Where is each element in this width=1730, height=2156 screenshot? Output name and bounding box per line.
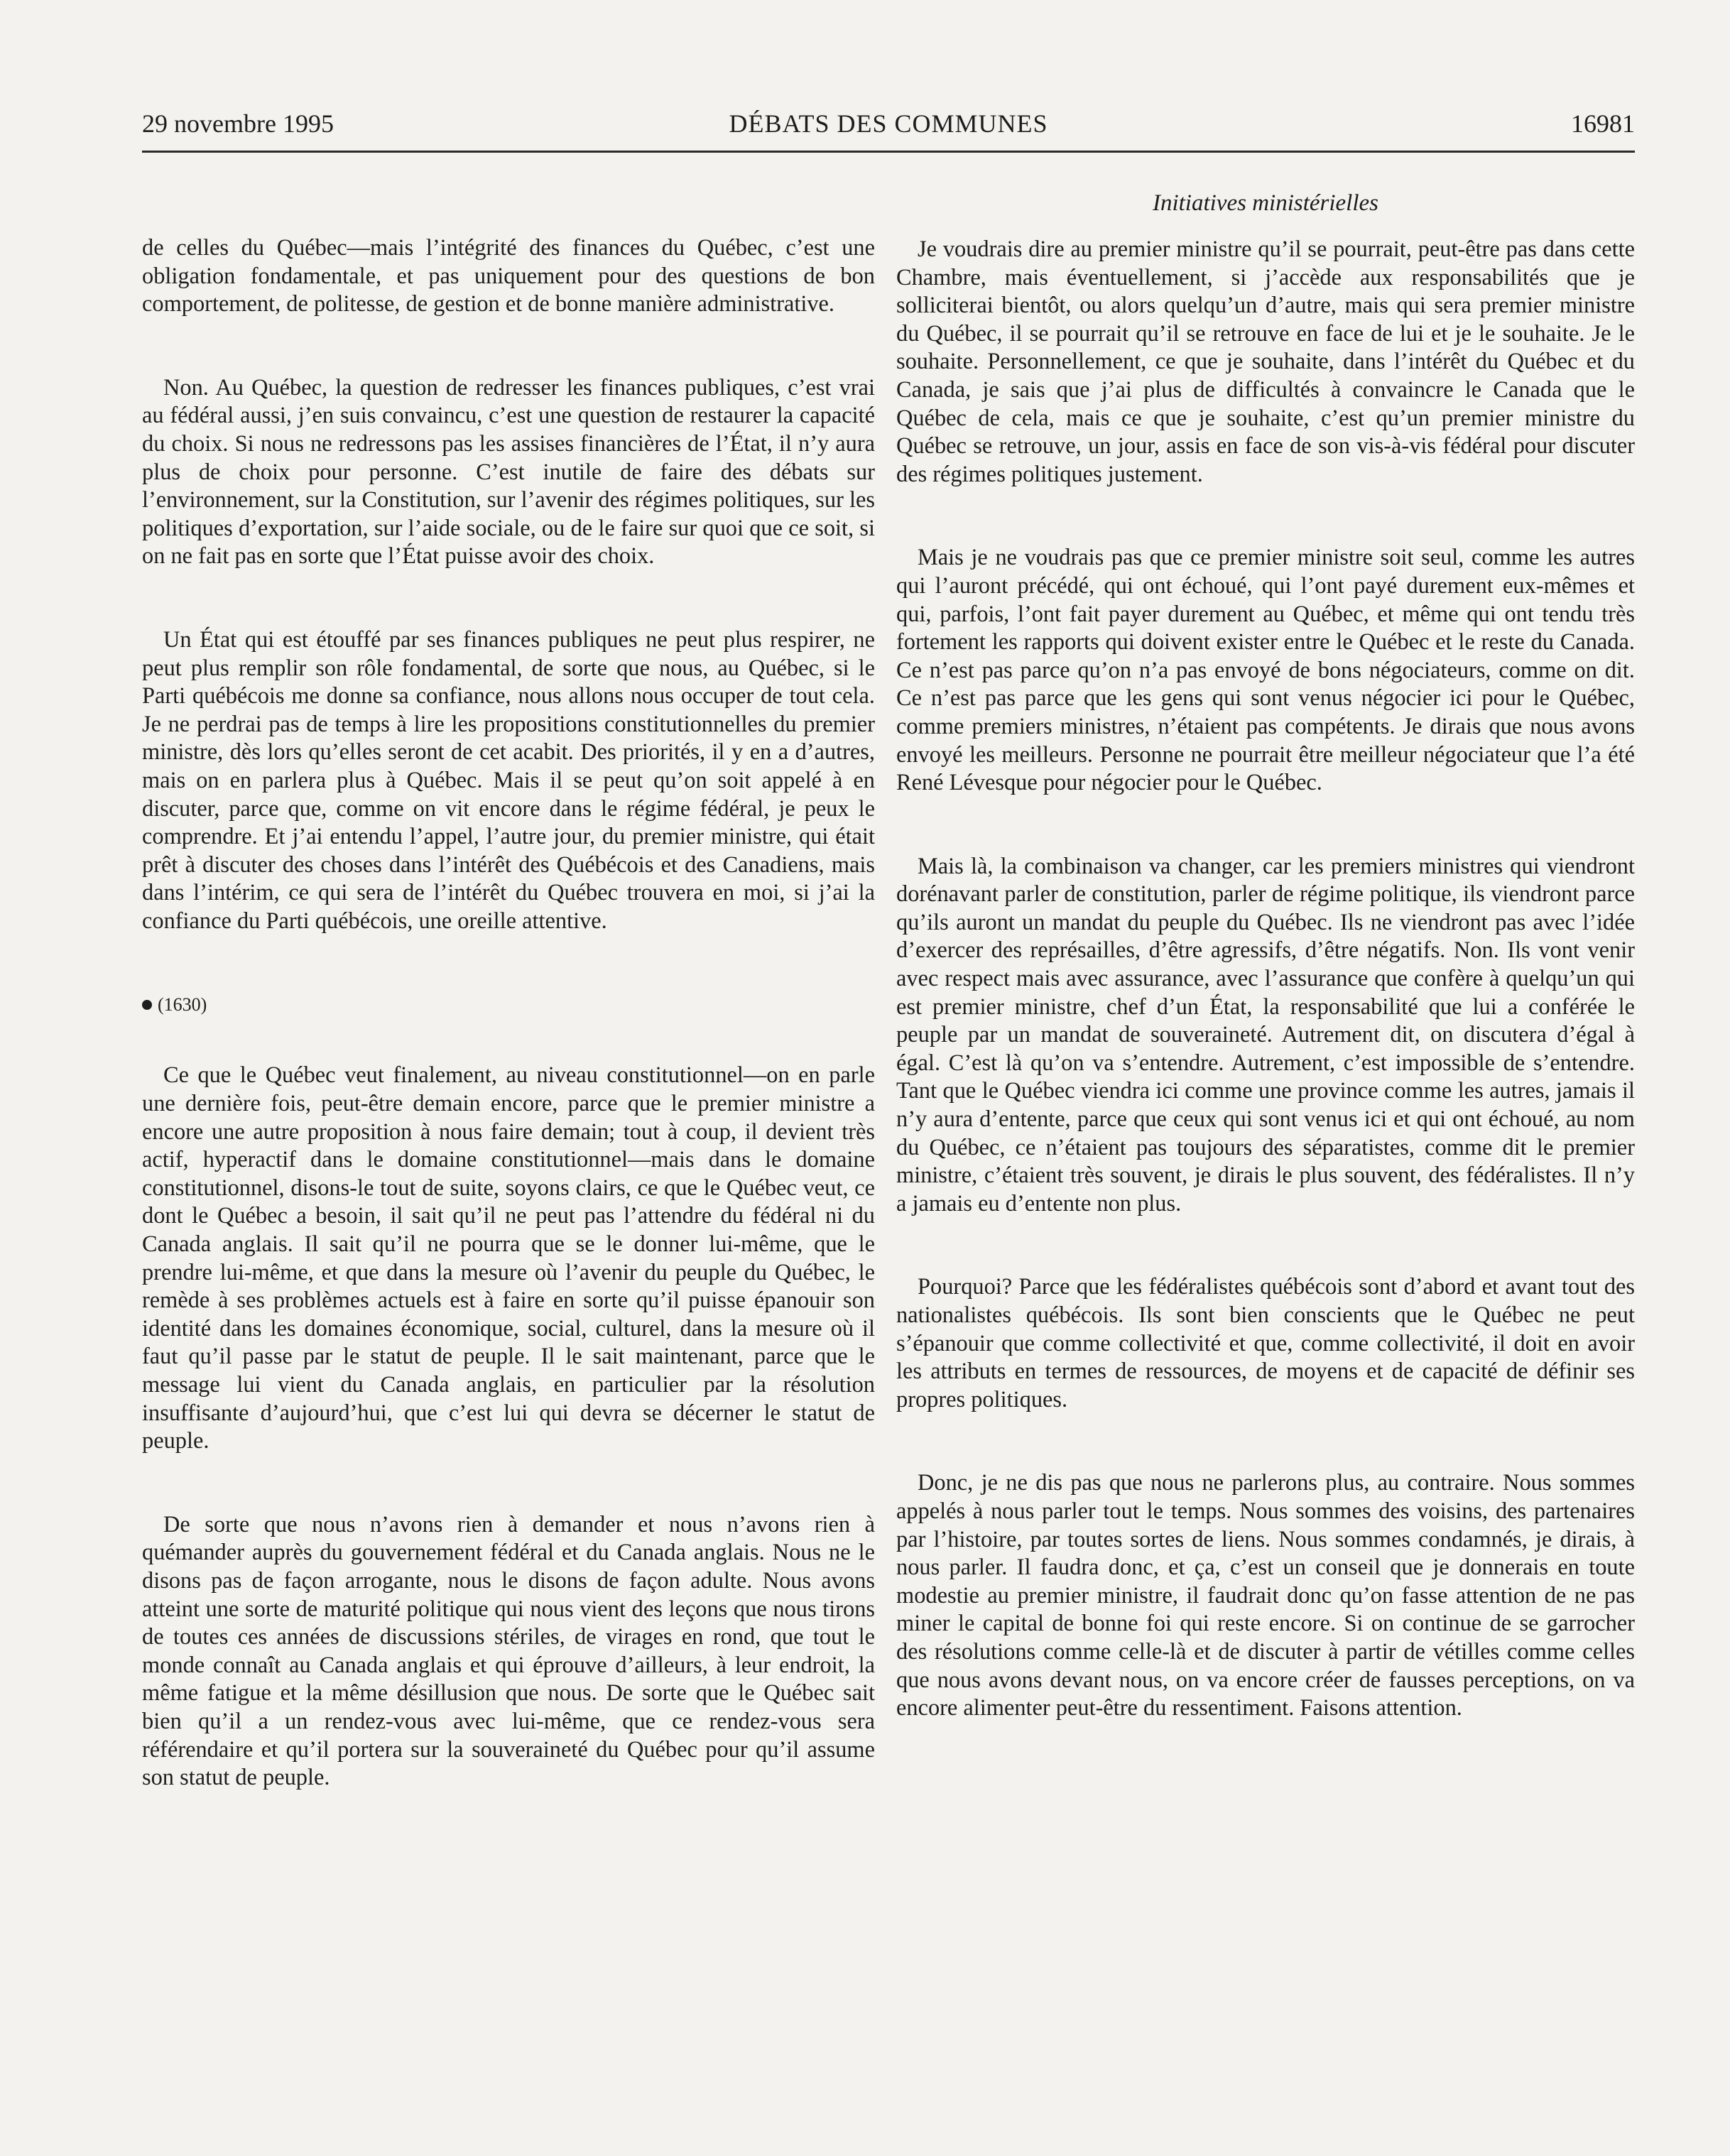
paragraph: Non. Au Québec, la question de redresser les finances publiques, c’est vrai au fédéral aussi, j’en suis convaincu, c’est une question de restaurer la capacité du choix. Si nous ne redressons pas les assises financières de l’État, il n’y aura plus de choix pour personne. C’est inutile de faire des débats sur l’environnement, sur la Constitution, sur l’avenir des régimes politiques, sur les politiques d’exportation, sur l’aide sociale, ou de le faire sur quoi que ce soit, si on ne fait pas en sorte que l’État puisse avoir des choix.	[142, 374, 875, 570]
paragraph: Je voudrais dire au premier ministre qu’il se pourrait, peut-être pas dans cette Chambre, mais éventuellement, si j’accède aux responsabilités que je solliciterai bientôt, ou alors quelqu’un d’autre, mais qui sera premier ministre du Québec, il se pourrait qu’il se retrouve en face de lui et je le souhaite. Je le souhaite. Personnellement, ce que je souhaite, dans l’intérêt du Québec et du Canada, je sais que j’ai plus de difficultés à convaincre le Canada que le Québec de cela, mais ce que je souhaite, c’est qu’un premier ministre du Québec se retrouve, un jour, assis en face de son vis-à-vis fédéral pour discuter des régimes politiques justement.	[896, 236, 1635, 487]
page-header	[142, 107, 1635, 153]
paragraph: Pourquoi? Parce que les fédéralistes québécois sont d’abord et avant tout des nationalistes québécois. Ils sont bien conscients que le Québec ne peut s’épanouir que comme collectivité et que, comme collectivité, il doit en avoir les attributs en termes de ressources, de moyens et de capacité de définir ses propres politiques.	[896, 1274, 1635, 1412]
paragraph: Mais là, la combinaison va changer, car les premiers ministres qui viendront dorénavant parler de constitution, parler de régime politique, ils viendront parce qu’ils auront un mandat du peuple du Québec. Ils ne viendront pas avec l’idée d’exercer des représailles, d’être agressifs, d’être négatifs. Non. Ils vont venir avec respect mais avec assurance, avec l’assurance que confère à quelqu’un qui est premier ministre, chef d’un État, la responsabilité que lui a conférée le peuple par un mandat de souveraineté. Autrement dit, on discutera d’égal à égal. C’est là qu’on va s’entendre. Autrement, c’est impossible de s’entendre. Tant que le Québec viendra ici comme une province comme les autres, jamais il n’y aura d’entente, parce que ceux qui sont venus ici et qui ont échoué, au nom du Québec, ce n’étaient pas toujours des séparatistes, comme dit le premier ministre, c’étaient très souvent, je dirais le plus souvent, des fédéralistes. Il n’y a jamais eu d’entente non plus.	[896, 853, 1635, 1216]
header-date: 29 novembre 1995	[142, 109, 334, 138]
paragraph: Ce que le Québec veut finalement, au niveau constitutionnel—on en parle une dernière fois, peut-être demain encore, parce que le premier ministre a encore une autre proposition à nous faire demain; tout à coup, il devient très actif, hyperactif dans le domaine constitutionnel—mais dans le domaine constitutionnel, disons-le tout de suite, soyons clairs, ce que le Québec veut, ce dont le Québec a besoin, il sait qu’il ne peut pas l’attendre du fédéral ni du Canada anglais. Il sait qu’il ne pourra que se le donner lui-même, que le prendre lui-même, et que dans la mesure où l’avenir du peuple du Québec, le remède à ses problèmes actuels est à faire en sorte qu’il puisse épanouir son identité dans les domaines économique, social, culturel, dans la mesure où il faut qu’il passe par le statut de peuple. Il le sait maintenant, parce que le message lui vient du Canada anglais, en particulier par la résolution insuffisante d’aujourd’hui, que c’est lui qui devra se décerner le statut de peuple.	[142, 1062, 875, 1454]
bullet-icon	[142, 1000, 152, 1010]
header-title: DÉBATS DES COMMUNES	[729, 109, 1048, 138]
time-marker	[142, 991, 875, 1019]
time-marker-text: (1630)	[158, 994, 207, 1016]
paragraph: De sorte que nous n’avons rien à demander et nous n’avons rien à quémander auprès du gouvernement fédéral et du Canada anglais. Nous ne le disons pas de façon arrogante, nous le disons de façon adulte. Nous avons atteint une sorte de maturité politique qui nous vient des leçons que nous tirons de toutes ces années de discussions stériles, de virages en rond, que tout le monde connaît au Canada anglais et qui éprouve d’ailleurs, à leur endroit, la même fatigue et la même désillusion que nous. De sorte que le Québec sait bien qu’il a un rendez-vous avec lui-même, que ce rendez-vous sera référendaire et qu’il portera sur la souveraineté du Québec pour qu’il assume son statut de peuple.	[142, 1511, 875, 1791]
header-page-number: 16981	[1571, 109, 1635, 138]
left-column	[142, 234, 875, 1848]
right-column	[896, 186, 1635, 1778]
paragraph: Mais je ne voudrais pas que ce premier ministre soit seul, comme les autres qui l’auront précédé, qui ont échoué, qui l’ont payé durement eux-mêmes et qui, parfois, l’ont fait payer durement au Québec, et même qui ont tendu très fortement les rapports qui doivent exister entre le Québec et le reste du Canada. Ce n’est pas parce qu’on n’a pas envoyé de bons négociateurs, comme on dit. Ce n’est pas parce que les gens qui sont venus négocier ici pour le Québec, comme premiers ministres, n’étaient pas compétents. Je dirais que nous avons envoyé les meilleurs. Personne ne pourrait être meilleur négociateur que l’a été René Lévesque pour négocier pour le Québec.	[896, 545, 1635, 796]
paragraph: Donc, je ne dis pas que nous ne parlerons plus, au contraire. Nous sommes appelés à nous parler tout le temps. Nous sommes des voisins, des partenaires par l’histoire, par toutes sortes de liens. Nous sommes condamnés, je dirais, à nous parler. Il faudra donc, et ça, c’est un conseil que je donnerais en toute modestie au premier ministre, il faudrait donc qu’on fasse attention de ne pas miner le capital de bonne foi qui reste encore. Si on continue de se garrocher des résolutions comme celle-là et de discuter à partir de vétilles comme celles que nous avons devant nous, on va encore créer de fausses perceptions, on va encore alimenter peut-être du ressentiment. Faisons attention.	[896, 1470, 1635, 1721]
section-label: Initiatives ministérielles	[1152, 190, 1379, 216]
paragraph: de celles du Québec—mais l’intégrité des finances du Québec, c’est une obligation fondamentale, et pas uniquement pour des questions de bon comportement, de politesse, de gestion et de bonne manière administrative.	[142, 235, 875, 317]
paragraph: Un État qui est étouffé par ses finances publiques ne peut plus respirer, ne peut plus remplir son rôle fondamental, de sorte que nous, au Québec, si le Parti québécois me donne sa confiance, nous allons nous occuper de tout cela. Je ne perdrai pas de temps à lire les propositions constitutionnelles du premier ministre, dès lors qu’elles seront de cet acabit. Des priorités, il y en a d’autres, mais on en parlera plus à Québec. Mais il se peut qu’on soit appelé à en discuter, parce que, comme on vit encore dans le régime fédéral, je peux le comprendre. Et j’ai entendu l’appel, l’autre jour, du premier ministre, qui était prêt à discuter des choses dans l’intérêt des Québécois et des Canadiens, mais dans l’intérim, ce qui sera de l’intérêt du Québec trouvera en moi, si j’ai la confiance du Parti québécois, une oreille attentive.	[142, 626, 875, 934]
